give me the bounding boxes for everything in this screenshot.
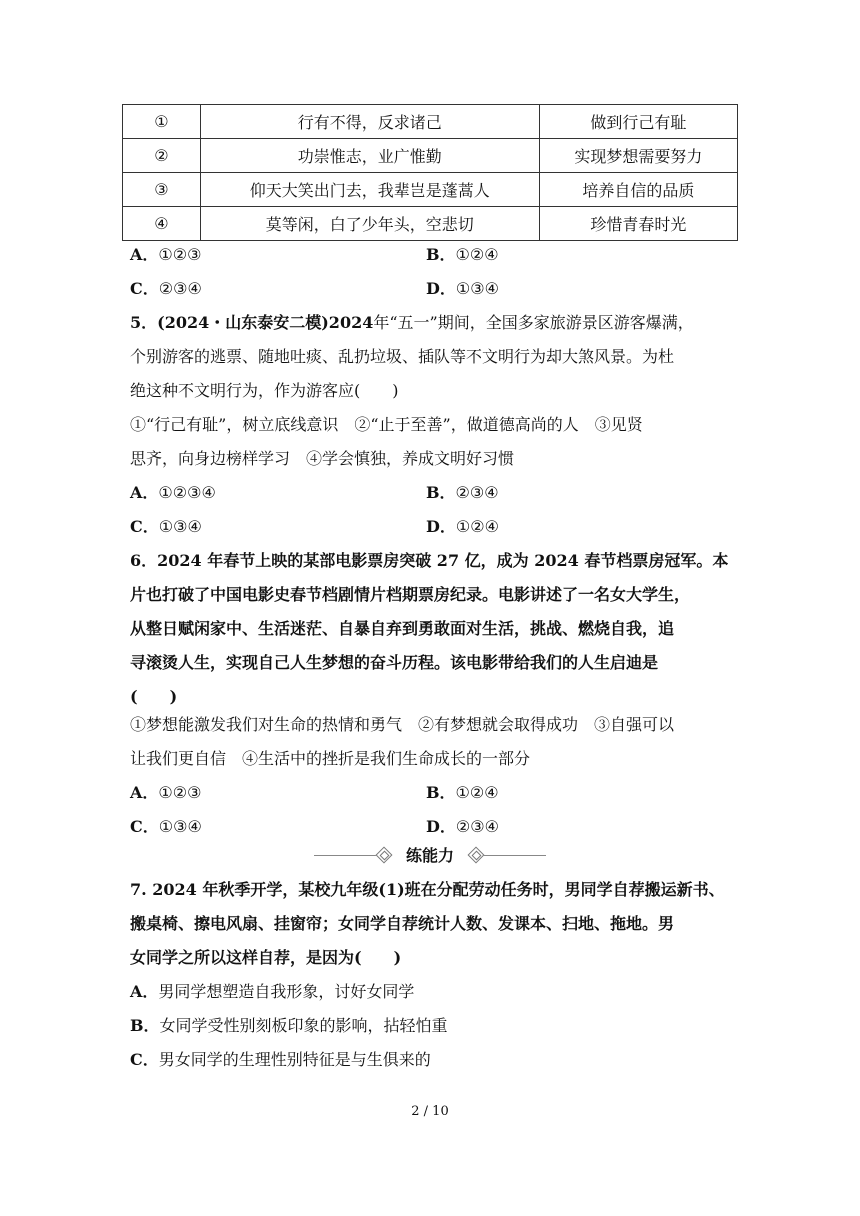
option-text: ①②③ [158,783,202,802]
section-title: 练能力 [405,846,454,865]
option-text: ①③④ [455,279,499,298]
quote-table [122,104,738,241]
q6-stem-line: 6．2024 年春节上映的某部电影票房突破 27 亿，成为 2024 春节档票房冠军。本 [130,551,729,570]
q6-option-b[interactable]: B．①②④ [426,783,499,802]
q5-option-a[interactable]: A．①②③④ [130,483,216,502]
q5-stem-text: 年“五一”期间，全国多家旅游景区游客爆满， [373,313,694,332]
row-number: ④ [123,207,201,241]
q6-option-d[interactable]: D．②③④ [426,817,499,836]
q5-option-b[interactable]: B．②③④ [426,483,499,502]
q7-stem-line: 7. 2024 年秋季开学，某校九年级(1)班在分配劳动任务时，男同学自荐搬运新书、 [130,880,725,899]
q7-stem-line: 搬桌椅、擦电风扇、挂窗帘；女同学自荐统计人数、发课本、扫地、拖地。男 [130,914,675,933]
q4-option-d[interactable]: D．①③④ [426,279,499,298]
option-text: ①②④ [455,245,499,264]
option-text: ①②③④ [158,483,216,502]
meaning-cell: 培养自信的品质 [539,173,737,207]
table-row [123,207,738,241]
q5-items-line: 思齐，向身边榜样学习 ④学会慎独，养成文明好习惯 [130,449,515,468]
quote-cell: 莫等闲，白了少年头，空悲切 [200,207,539,241]
q7-stem-line: 女同学之所以这样自荐，是因为( ) [130,948,402,967]
q6-stem-line: 寻滚烫人生，实现自己人生梦想的奋斗历程。该电影带给我们的人生启迪是 [130,653,659,672]
option-text: ①②③ [158,245,202,264]
q4-option-b[interactable]: B．①②④ [426,245,499,264]
q6-option-c[interactable]: C．①③④ [130,817,202,836]
quote-cell: 功崇惟志，业广惟勤 [200,139,539,173]
table-row [123,139,738,173]
q5-source: 5．(2024・山东泰安二模)2024 [130,313,374,332]
q7-option-a[interactable]: A．男同学想塑造自我形象，讨好女同学 [130,982,415,1001]
option-text: 女同学受性别刻板印象的影响，拈轻怕重 [159,1016,448,1035]
row-number: ③ [123,173,201,207]
divider-rule [484,855,546,856]
table-row [123,105,738,139]
q5-option-c[interactable]: C．①③④ [130,517,202,536]
q7-option-c[interactable]: C．男女同学的生理性别特征是与生俱来的 [130,1050,431,1069]
option-text: ①②④ [455,783,499,802]
option-text: ①③④ [158,517,202,536]
meaning-cell: 实现梦想需要努力 [539,139,737,173]
q4-option-a[interactable]: A．①②③ [130,245,202,264]
table-row [123,173,738,207]
option-text: 男女同学的生理性别特征是与生俱来的 [158,1050,431,1069]
q5-items-line: ①“行己有耻”，树立底线意识 ②“止于至善”，做道德高尚的人 ③见贤 [130,415,643,434]
option-text: ②③④ [455,817,499,836]
option-text: ②③④ [455,483,499,502]
q7-option-b[interactable]: B．女同学受性别刻板印象的影响，拈轻怕重 [130,1016,448,1035]
meaning-cell: 做到行己有耻 [539,105,737,139]
option-text: ①③④ [158,817,202,836]
meaning-cell: 珍惜青春时光 [539,207,737,241]
row-number: ① [123,105,201,139]
option-text: ①②④ [455,517,499,536]
q5-stem-line: 绝这种不文明行为，作为游客应( ) [130,381,399,400]
q5-stem-line [130,313,750,333]
q5-option-d[interactable]: D．①②④ [426,517,499,536]
section-divider [310,846,550,866]
quote-cell: 仰天大笑出门去，我辈岂是蓬蒿人 [200,173,539,207]
q6-stem-line: ( ) [130,687,178,706]
q5-stem-line: 个别游客的逃票、随地吐痰、乱扔垃圾、插队等不文明行为却大煞风景。为杜 [130,347,675,366]
q6-items-line: ①梦想能激发我们对生命的热情和勇气 ②有梦想就会取得成功 ③自强可以 [130,715,675,734]
divider-rule [314,855,376,856]
option-text: 男同学想塑造自我形象，讨好女同学 [158,982,415,1001]
q6-stem-line: 从整日赋闲家中、生活迷茫、自暴自弃到勇敢面对生活，挑战、燃烧自我，追 [130,619,675,638]
row-number: ② [123,139,201,173]
quote-cell: 行有不得，反求诸己 [200,105,539,139]
q6-option-a[interactable]: A．①②③ [130,783,202,802]
q6-stem-line: 片也打破了中国电影史春节档剧情片档期票房纪录。电影讲述了一名女大学生， [130,585,691,604]
q6-items-line: 让我们更自信 ④生活中的挫折是我们生命成长的一部分 [130,749,531,768]
page-number: 2 / 10 [411,1104,449,1119]
q4-option-c[interactable]: C．②③④ [130,279,202,298]
option-text: ②③④ [158,279,202,298]
